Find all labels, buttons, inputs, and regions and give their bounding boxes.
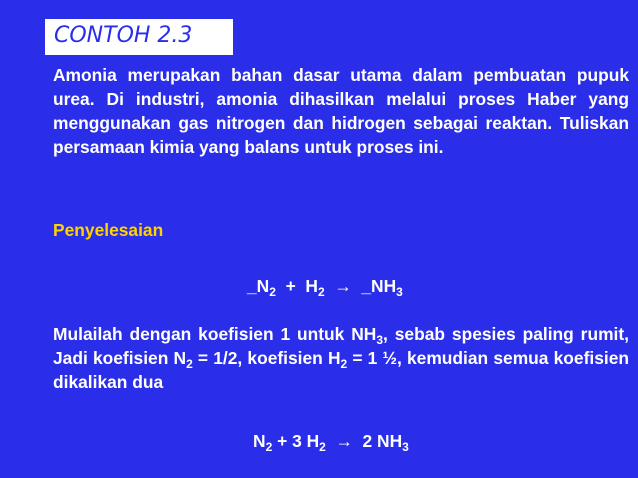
eq2-h2: + 3 H: [272, 431, 320, 451]
eq2-sub-h2: 2: [319, 440, 326, 454]
title-box: [45, 19, 233, 55]
balanced-equation: [253, 431, 409, 452]
problem-text: Amonia merupakan bahan dasar utama dalam pembuatan pupuk urea. Di industri, amonia dihasilkan melalui proses Haber yang menggunakan gas nitrogen dan hidrogen sebagai reaktan. Tuliskan persamaan kimia yang balans untuk proses ini: [53, 65, 629, 157]
eq1-h2: + H: [275, 276, 318, 296]
solution-paragraph: [53, 322, 629, 394]
eq1-sub-n2: 2: [269, 285, 276, 299]
sol-sub1: 3: [376, 333, 384, 347]
eq2-n2: N: [253, 431, 266, 451]
eq1-sub-nh3: 3: [396, 285, 403, 299]
eq1-sub-h2: 2: [317, 285, 325, 299]
unbalanced-equation: [247, 276, 403, 297]
eq2-sub-n2: 2: [265, 440, 273, 454]
sol-part2: , sebab spesies paling rumit, Jadi koefisien N: [53, 324, 629, 368]
eq1-nh3: _NH: [361, 276, 397, 296]
sol-part4: = 1 ½, kemudian semua koefisien dikalikan dua: [53, 348, 629, 392]
problem-period: .: [438, 137, 444, 157]
eq1-arrow: →: [324, 276, 362, 296]
eq1-n2: _N: [247, 276, 270, 296]
sol-sub3: 2: [340, 357, 348, 371]
problem-paragraph: [53, 63, 629, 159]
sol-part3: = 1/2, koefisien H: [192, 348, 341, 368]
sol-part1: Mulailah dengan koefisien 1 untuk NH: [53, 324, 377, 344]
sol-sub2: 2: [186, 357, 193, 371]
solution-heading: Penyelesaian: [53, 220, 164, 240]
eq2-sub-nh3: 3: [402, 440, 409, 454]
slide-title: CONTOH 2.3: [54, 23, 193, 48]
eq2-arrow-nh3: → 2 NH: [325, 431, 403, 451]
